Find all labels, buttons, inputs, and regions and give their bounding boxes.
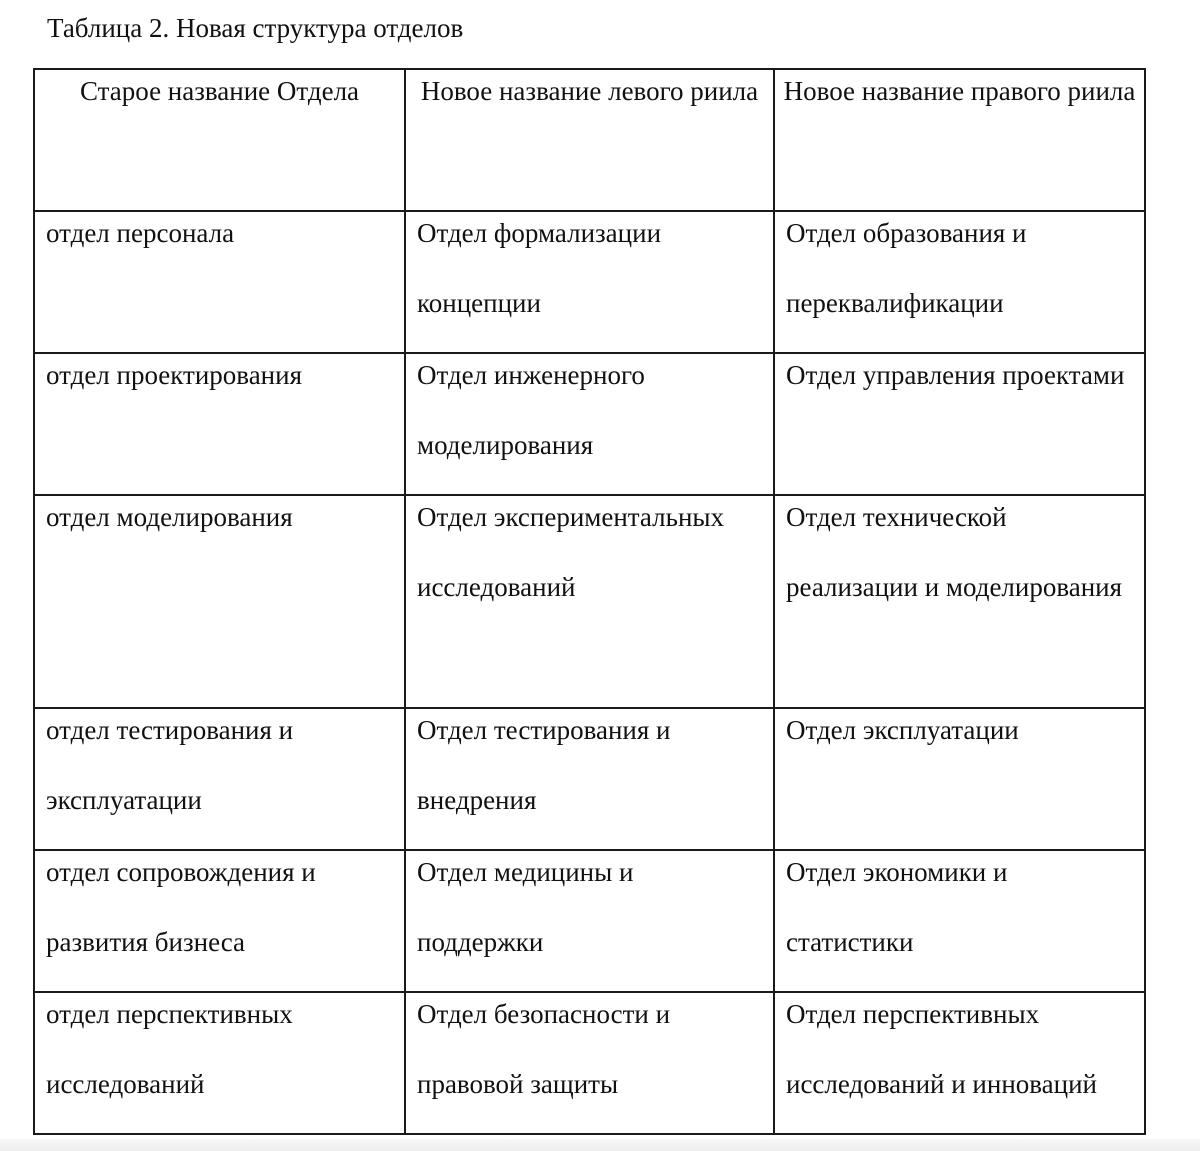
cell-right-reel <box>774 850 1145 992</box>
cell-text: Отдел перспективных исследований и инноваций <box>786 999 1098 1099</box>
cell-text: отдел проектирования <box>46 360 302 390</box>
cell-old-name <box>34 992 405 1134</box>
cell-text: Отдел технической реализации и моделирования <box>786 502 1123 602</box>
header-left-reel <box>405 69 774 211</box>
cell-text: Отдел экспериментальных исследований <box>417 502 725 602</box>
table-row <box>34 992 1145 1134</box>
cell-text: Отдел инженерного моделирования <box>417 360 645 460</box>
cell-text: отдел тестирования и эксплуатации <box>46 715 294 815</box>
cell-text: отдел моделирования <box>46 502 293 532</box>
cell-left-reel <box>405 992 774 1134</box>
cell-text: отдел сопровождения и развития бизнеса <box>46 857 316 957</box>
cell-old-name <box>34 495 405 708</box>
cell-text: Отдел медицины и поддержки <box>417 857 634 957</box>
cell-right-reel <box>774 992 1145 1134</box>
cell-old-name <box>34 850 405 992</box>
cell-text: Отдел управления проектами <box>786 360 1125 390</box>
cell-left-reel <box>405 211 774 353</box>
cell-text: отдел перспективных исследований <box>46 999 293 1099</box>
cell-left-reel <box>405 708 774 850</box>
cell-right-reel <box>774 708 1145 850</box>
cell-text: отдел персонала <box>46 218 235 248</box>
cell-text: Отдел безопасности и правовой защиты <box>417 999 671 1099</box>
table-row <box>34 211 1145 353</box>
cell-old-name <box>34 211 405 353</box>
cell-text: Отдел экономики и статистики <box>786 857 1008 957</box>
cell-left-reel <box>405 495 774 708</box>
header-right-reel-text: Новое название правого риила <box>783 76 1136 106</box>
table-header-row <box>34 69 1145 211</box>
header-left-reel-text: Новое название левого риила <box>420 76 759 106</box>
cell-text: Отдел эксплуатации <box>786 715 1019 745</box>
cell-left-reel <box>405 850 774 992</box>
cell-old-name <box>34 353 405 495</box>
table-row <box>34 495 1145 708</box>
table-row <box>34 353 1145 495</box>
cell-text: Отдел тестирования и внедрения <box>417 715 671 815</box>
cell-text: Отдел формализации концепции <box>417 218 662 318</box>
table-caption: Таблица 2. Новая структура отделов <box>47 13 464 43</box>
cell-left-reel <box>405 353 774 495</box>
table-row <box>34 850 1145 992</box>
departments-table <box>33 68 1146 1135</box>
header-old-name <box>34 69 405 211</box>
cell-right-reel <box>774 211 1145 353</box>
table-row <box>34 708 1145 850</box>
header-old-name-text: Старое название Отдела <box>79 76 360 106</box>
cell-right-reel <box>774 353 1145 495</box>
cell-right-reel <box>774 495 1145 708</box>
cell-text: Отдел образования и переквалификации <box>786 218 1027 318</box>
page-bottom-edge <box>0 1139 1200 1151</box>
cell-old-name <box>34 708 405 850</box>
header-right-reel <box>774 69 1145 211</box>
